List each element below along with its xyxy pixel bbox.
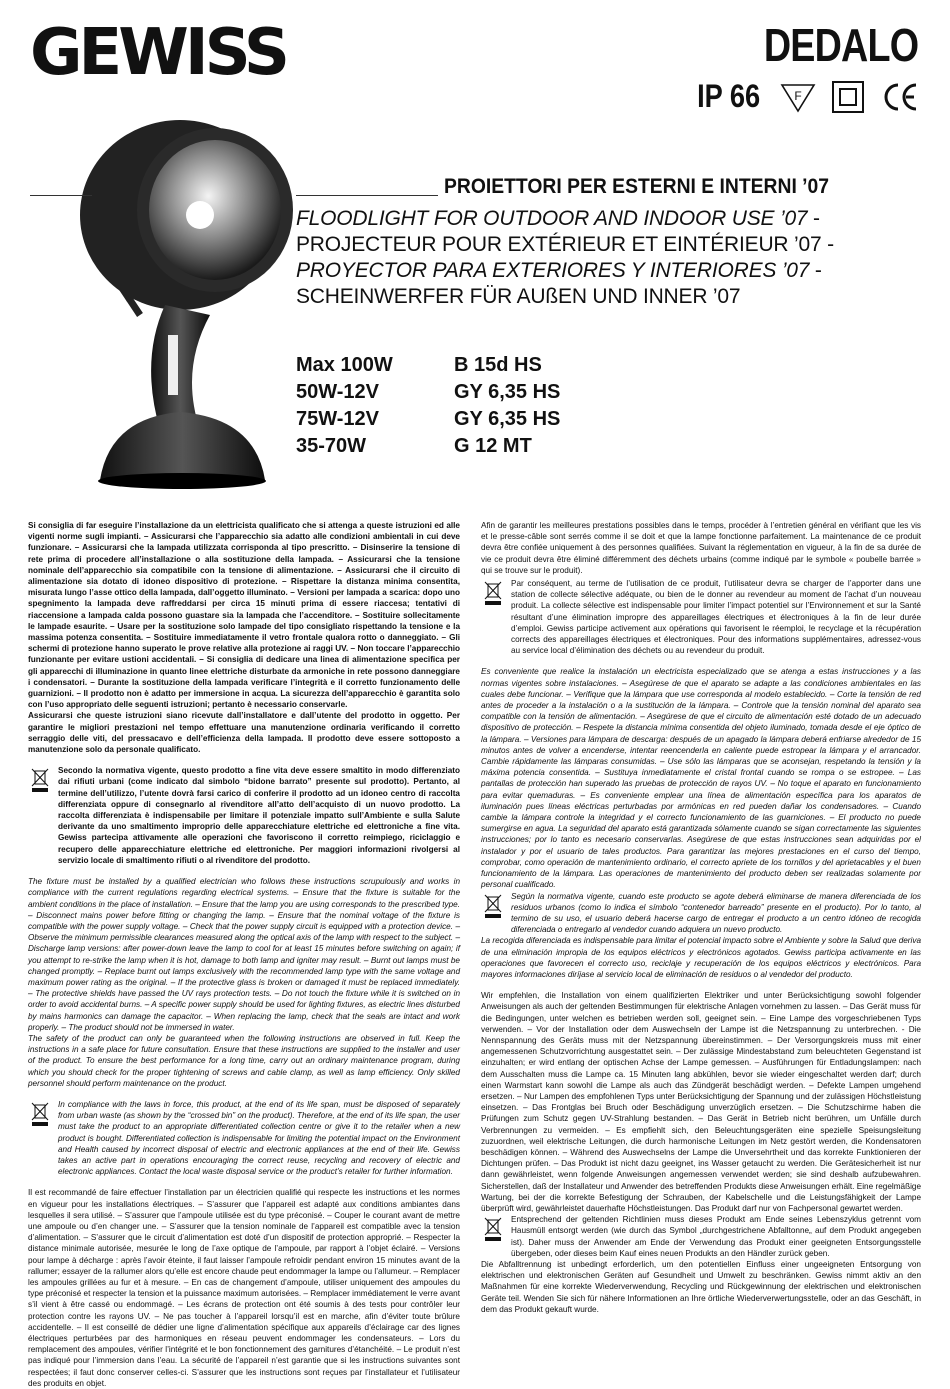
subtitle-en: FLOODLIGHT FOR OUTDOOR AND INDOOR USE ’07: [296, 207, 808, 230]
divider-line: [296, 195, 438, 196]
weee-notice-es: Según la normativa vigente, cuando este producto se agote deberá eliminarse de manera diferenciada de los residuos urbanos (como lo indica el símbolo “contenedor barreado” presente en el producto). Por lo tanto, al termino de su uso, el usuario deberá hacerse cargo de entregar el producto a un centro idóneo de recogida diferenciada o entregarlo al vendedor cuando adquiera un nuevo producto.: [481, 891, 921, 936]
instructions-left-column: [28, 520, 460, 1388]
f-triangle-icon: [780, 79, 816, 115]
lamp-spec-table: [296, 352, 560, 460]
instructions-en-maintenance: The safety of the product can only be guaranteed when the following instructions are observed in full. Keep the instructions in a safe place for future consultation. Ensure that these instructions are supplied to the installer and user of the product. To ensure the best performance for a long time, carry out an ordinary maintenance program, during which you should check for the proper tightening of screws and cable clamp, as well as lamp efficiency. Only skilled personnel should perform maintenance on the product.: [28, 1033, 460, 1088]
instructions-it: Si consiglia di far eseguire l’installazione da un elettricista qualificato che si attenga a queste istruzioni ed alle vigenti norme sugli impianti. – Assicurarsi che l’apparecchio sia adatto alle condizioni ambientali in cui deve funzionare. – Assicurarsi che la lampada utilizzata corrisponda al tipo prescritto. – Disinserire la tensione di rete prima di procedere all’installazione o alla sostituzione della lampada. – Assicurarsi che la tensione nominale dell’apparecchio sia compatibile con la tensione di alimentazione. – Assicurarsi che il circuito di alimentazione sia dotato di idoneo dispositivo di protezione. – Rispettare la distanza minima consentita, misurata lungo l’asse ottico della lampada, dall’oggetto illuminato. – Versioni per lampada a scarica: dopo uno spegnimento la lampada deve raffreddarsi per circa 15 minuti prima di essere riaccesa; tentativi di riaccensione a lampada calda possono guastare sia la lampada che l’accenditore. – Sostituire sollecitamente le lampade esaurite. – Usare per la sostituzione solo lampade del tipo consigliato rispettando la tensione e la massima potenza consentita. – Sostituire immediatamente il vetro frontale qualora rotto o danneggiato. – Gli schermi di protezione hanno superato le prove relative alla protezione ai raggi UV. – Non toccare l’apparecchio funzionante per evitare ustioni accidentali. – Si consiglia di dedicare una linea di alimentazione specifica per gli apparecchi di illuminazione in quanto linee elettriche disturbate da armoniche in rete possono danneggiare i condensatori. – Durante la sostituzione della lampada verificare l’integrità e il corretto funzionamento delle guarnizioni. – Il prodotto non è adatto per immersione in acqua. La sicurezza dell’apparecchio è garantita solo con l’uso appropriato delle seguenti istruzioni; pertanto è necessario conservarle.: [28, 521, 460, 710]
svg-text:F: F: [794, 88, 802, 103]
certification-row: [686, 78, 920, 115]
ip-rating: IP 66: [696, 78, 760, 114]
multilingual-subtitle: FLOODLIGHT FOR OUTDOOR AND INDOOR USE ’07 - PROJECTEUR POUR EXTÉRIEUR ET EINTÉRIEUR ’07 - PROYECTOR PARA EXTERIORES Y INTERIORES ’07 - SCHEINWERFER FÜR AUßEN UND INNER ’07: [296, 207, 834, 308]
instructions-fr: Il est recommandé de faire effectuer l’installation par un électricien qualifié qui respecte les instructions et les normes en vigueur pour les installations électriques. – S’assurer que l’appareil est adapté aux conditions ambiantes dans lesquelles il sera utilisé. – S’assurer que l’ampoule utilisée est du type préconisé. – Couper le courant avant de mettre une ampoule ou d’en changer une. – S’assurer que la tension nominale de l’appareil est compatible avec la tension d’alimentation. – S’assurer que le circuit d’alimentation est doté d’un dispositif de protection approprié. – Respecter la distance minimale autorisée, mesurée le long de l’axe optique de l’ampoule, par rapport à l’objet éclairé. – Versions pour lampe à décharge : après l’avoir éteinte, il faut laisser l’ampoule refroidir pendant environ 15 minutes avant de la rallumer; essayer de la rallumer alors qu’elle est encore chaude peut endommager la lampe ou l’allumeur. – Remplacer les ampoules grillées au fur et à mesure. – En cas de changement d’ampoule, utiliser uniquement des ampoules du type préconisé et respecter la tension et la puissance maximum autorisées. – Remplacer immédiatement le verre avant s’il vient à être cassé ou endommagé. – Les écrans de protection ont été soumis à des tests pour contrôler leur protection contre les rayons UV. – Ne pas toucher à l’appareil lorsqu’il est en marche, afin d’éviter toute brûlure accidentelle. – Il est conseillé de dédier une ligne d’alimentation spécifique aux appareils d’éclairage car des lignes électriques perturbées par des harmoniques en réseau peuvent endommager les condensateurs. – Lors du remplacement des ampoules, vérifier l’intégrité et le bon fonctionnement des garnitures d’étanchéité. – Le produit n’est pas indiqué pour l’immersion dans l’eau. La sécurité de l’appareil n’est garantie que si les instructions suivantes sont respectées; il faut donc conserver celles-ci. S’assurer que les instructions sont reçues par l’installateur et l’utilisateur des produits en objet.: [28, 1188, 460, 1388]
svg-text:GEWISS: GEWISS: [30, 16, 286, 90]
crossed-bin-icon: [30, 1101, 50, 1127]
spec-row: 35-70W G 12 MT: [296, 435, 532, 457]
weee-notice-de: Entsprechend der geltenden Richtlinien muss dieses Produkt am Ende seines Lebenszyklus getrennt vom Hausmüll entsorgt werden (wie durch das Symbol „durchgestrichene Abfalltonne„ auf dem Produkt angegeben ist). Daher muss der Anwender am Ende der Verwendung das Produkt einer geeigneten Entsorgungsstelle übergeben, oder dieses beim Kauf eines neuen Produkts an den Händler zurück geben.: [481, 1214, 921, 1259]
subtitle-fr: PROJECTEUR POUR EXTÉRIEUR ET EINTÉRIEUR ’07: [296, 233, 822, 256]
subtitle-de: SCHEINWERFER FÜR AUßEN UND INNER ’07: [296, 285, 741, 308]
spec-row: 50W-12V GY 6,35 HS: [296, 381, 561, 403]
divider-line: [30, 195, 92, 196]
subtitle-es: PROYECTOR PARA EXTERIORES Y INTERIORES ’07: [296, 259, 810, 282]
spec-row: Max 100W B 15d HS: [296, 354, 542, 376]
spec-row: 75W-12V GY 6,35 HS: [296, 408, 561, 430]
instructions-it-maintenance: Assicurarsi che queste istruzioni siano ricevute dall’installatore e dall’utente del prodotto in oggetto. Per garantire le migliori prestazioni nel tempo effettuare una manutenzione ordinaria verificando il corretto serraggio delle viti, del pressacavo e dell’efficienza della lampada. Il prodotto deve essere sottoposto a manutenzione solo da personale qualificato.: [28, 711, 460, 755]
instructions-fr-maintenance: Afin de garantir les meilleures prestations possibles dans le temps, procéder à l’entretien général en vérifiant que les vis et le presse-câble sont serrés comme il se doit et que la lampe fonctionne parfaitement. La maintenance de ce produit devra être confiée uniquement à des personnes qualifiées. Suivant la réglementation en vigueur, à la fin de sa durée de vie ce produit devra être éliminé différemment des déchets urbains (comme indiqué par le symbole « poubelle barrée » qui se trouve sur le produit).: [481, 521, 921, 575]
floodlight-product-image: [70, 100, 310, 510]
instructions-de: Wir empfehlen, die Installation von einem qualifizierten Elektriker und unter Berücksichtigung sowohl folgender Anweisungen als auch der geltenden Bestimmungen für elektrische Anlagen vornehmen zu lassen. – Das Gerät muss für die Bedingungen, unter welchen es betrieben werden soll, geeignet sein. – Eine Lampe des vorgeschriebenen Typs verwenden. – Vor der Installation oder dem Auswechseln der Lampe ist die Netzspannung zu unterbrechen. - Die Nennspannung des Geräts muss mit der Netzspannung übereinstimmen. – Der Versorgungskreis muss mit einer angemessenen Schutzvorrichtung ausgestattet sein. – Der zulässige Mindestabstand zum beleuchteten Gegenstand ist einzuhalten; er wird entlang der optischen Achse der Lampe gemessen. – Ausführungen für Entladungslampen: nach dem Ausschalten muss die Lampe ca. 15 Minuten lang abkühlen, bevor sie wieder eingeschaltet werden darf; durch einen Warmstart kann sowohl die Lampe als auch das Zündgerät beschädigt werden. – Defekte Lampen umgehend ersetzen. – Nur Lampen des empfohlenen Typs unter Berücksichtigung der Spannung und der zulässigen Höchstleistung einsetzen. – Das Frontglas bei Bruch oder Beschädigung unverzüglich ersetzen. – Die Schutzschirme haben die Prüfungen zum Schutz gegen UV-Strahlung bestanden. – Das Gerät in Betrieb nicht berühren, um Unfälle durch Verbrennungen zu vermeiden. – Es empfiehlt sich, den Beleuchtungsgeräten eine spezielle Speisungsleitung zuzuordnen, weil elektrische Leitungen, die durch harmonische Leitungen im Netz gestört werden, die Kondensatoren beschädigen können. – Während des Auswechselns der Lampe die Unversehrtheit und das korrekte Funktionieren der Dichtungen prüfen. – Das Produkt ist nicht dazu geeignet, ins Wasser getaucht zu werden. Die Gerätesicherheit ist nur dann gewährleistet, wenn folgende Anweisungen angemessen verwendet werden; sie sind deshalb aufzubewahren. Sicherstellen, daß der Installateur und Anwender des betreffenden Produkts diese Anweisungen erhält. Eine regelmäßige Wartung, bei der die korrekte Befestigung der Schrauben, der Kabelschelle und die Leistungsfähigkeit der Lampe überprüft wird, gewährleistet dauerhafte Höchstleistungen. Das Produkt darf nur von Fachpersonal gewartet werden.: [481, 991, 921, 1213]
instructions-right-column: [481, 520, 921, 1350]
weee-notice-it: Secondo la normativa vigente, questo prodotto a fine vita deve essere smaltito in modo differenziato dai rifiuti urbani (come indicato dal simbolo “bidone barrato” presente sul prodotto). Pertanto, al termine dell’utilizzo, l’utente dovrà farsi carico di conferire il prodotto ad un idoneo centro di raccolta differenziata oppure di consegnarlo al rivenditore all’atto dell’acquisto di un nuovo prodotto. La raccolta differenziata è indispensabile per limitare il potenziale impatto sull’Ambiente e sulla Salute derivante da uno smaltimento improprio delle apparecchiature elettriche ed elettroniche a fine vita. Gewiss partecipa attivamente alle operazioni che favoriscono il corretto reimpiego, riciclaggio e recupero delle apparecchiature elettriche ed elettroniche. Per maggiori informazioni rivolgersi al servizio locale di smaltimento rifiuti o al rivenditore del prodotto.: [28, 765, 460, 866]
instructions-es-recycling: La recogida diferenciada es indispensable para limitar el potencial impacto sobre el Ambiente y sobre la Salud que deriva de una eliminación impropia de los equipos eléctricos y electrónicos agotados. Gewiss participa activamente en las operaciones que favorecen el correcto uso, reciclaje y recuperación de los equipos eléctricos y electrónicos. Para mayores informaciones diríjase al servicio local de eliminación de residuos o al vendedor del producto.: [481, 936, 921, 979]
ce-mark-icon: [880, 79, 920, 115]
instructions-de-recycling: Die Abfalltrennung ist unbedingt erforderlich, um den potentiellen Einfluss einer ungeeigneten Entsorgung von elektrischen und elektronischen Geräten auf Gesundheit und Umwelt zu beschränken. Gewiss nimmt aktiv an den Maßnahmen für eine korrekte Wiederverwendung, Recycling und Rückgewinnung der elektrischen und elektronischen Geräte teil. Wenden Sie sich für nähere Informationen an Ihre örtliche Wiederverwertungsstelle, oder an das Geschäft, in dem das Produkt gekauft wurde.: [481, 1260, 921, 1314]
instructions-es: Es conveniente que realice la instalación un electricista especializado que se atenga a estas instrucciones y a las normas vigentes sobre instalaciones. – Asegúrese de que el aparato se adapte a las condiciones ambientales en las cuales debe funcionar. – Verifique que la lámpara que use corresponda al modelo establecido. – Corte la tensión de red antes de proceder a la instalación o a la sustitución de la lámpara. – Controle que la tensión nominal del aparato sea compatible con la tensión de alimentación. – Asegúrese de que el circuito de alimentación esté dotado de un adecuado dispositivo de protección. – Respete la distancia mínima consentida del objeto iluminado, tomada desde el eje óptico de la lámpara. – Versiones para lámpara de descarga: después de un apagado la lámpara deberá enfriarse alrededor de 15 minutos antes de volver a encenderse, intentar reencenderla en caliente puede estropear la lámpara y el arrancador. Cambie rápidamente las lámparas consumidas. – Use sólo las lámparas que se aconsejan, respetando la tensión y la máxima potencia consentida. – Sustituya inmediatamente el cristal frontal cuando se rompa o se estropee. – Las pantallas de protección han superado las pruebas de protección de rayos UV. – No toque el aparato en funcionamiento para evitar quemaduras. – Es conveniente emplear una línea de alimentación específica para los aparatos de iluminación pues líneas eléctricas perturbadas por armónicas en red pueden dañar los condensadores. – Cuando cambie la lámpara controle la integridad y el correcto funcionamiento de las guarniciones. – El producto no puede sumergirse en agua. La seguridad del aparato está garantizada sólamente cuando se sigan correctamente las siguientes instrucciones; por lo tanto es necesario conservarlas. Asegúrese de que estas instrucciones sean adquiridas por el instalador y por el usuario de tales productos. Para garantizar las mejores prestaciones en el curso del tiempo, comprobar, como operación de mantenimiento ordinario, el correcto apriete de los tornillos y del aprietacables y el buen funcionamiento de la lámpara. Las operaciones de mantenimiento del producto deben ser realizadas solamente por personal cualificado.: [481, 667, 921, 890]
weee-notice-en: In compliance with the laws in force, this product, at the end of its life span, must be disposed of separately from urban waste (as shown by the “crossed bin” on the product). Therefore, at the end of its life span, the user must take the product to an appropriate differentiated collection centre or give it to the retailer when a new product is bought. Differentiated collection is indispensable for limiting the potential impact on the Environment and Health caused by incorrect disposal of electric and electronic appliances at the end of their life. Gewiss takes an active part in operations encouraging the correct reuse, recycling and recovery of electric and electronic appliances. Contact the local waste disposal service or the product’s retailer for further information.: [28, 1099, 460, 1177]
weee-notice-fr: Par conséquent, au terme de l’utilisation de ce produit, l’utilisateur devra se charger de l’apporter dans une station de collecte sélective adéquate, ou bien de le donner au revendeur au moment de l’achat d’un nouveau produit. La collecte sélective est indispensable pour limiter l’impact potentiel sur l’Environnement et sur la Santé résultant d’une élimination impropre des appareillages électriques et électroniques à la fin de leur durée d’emploi. Gewiss participe activement aux opérations qui favorisent le réemploi, le recyclage et la récupération corrects des appareillages électriques et électroniques. Pour des informations supplémentaires, adressez-vous au service local d’élimination des déchets ou au revendeur du produit.: [481, 578, 921, 656]
double-insulation-icon: [830, 79, 866, 115]
model-title: DEDALO: [763, 19, 918, 71]
crossed-bin-icon: [483, 1216, 503, 1242]
gewiss-logo: [28, 16, 288, 90]
instructions-en: The fixture must be installed by a qualified electrician who follows these instructions scrupulously and works in compliance with the current regulations regarding electrical systems. – Ensure that the fixture is suitable for the ambient conditions in the place of installation. – Ensure that the lamp you are using corresponds to the prescribed type. – Disconnect mains power before fitting or changing the lamp. – Ensure that the nominal voltage of the fixture is compatible with the power supply voltage. – Check that the power supply circuit is equipped with a protection device. – Observe the minimum permissible clearances measured along the optical axis of the lamp with respect to the subject. – Discharge lamp versions: after power-down leave the lamp to cool for at least 15 minutes before switching on again; if you attempt to re-strike the lamp when it is hot, damage to both lamp and igniter may result. – Burnt out lamps must be changed promptly. – Replace burnt out lamps exclusively with the recommended lamp type with the same voltage and maximum power rating as the original. – If the protective glass is broken or damaged it must be replaced immediately. – The protective shields have passed the UV rays protection tests. – Do not touch the fixture while it is switched on in order to avoid accidental burns. – A specific power supply should be used for lighting fixtures, as electric lines disturbed by mains harmonics can damage the capacitor. – When replacing the lamp, check that the seals are intact and work properly. – The product should not be immersed in water.: [28, 877, 460, 1032]
crossed-bin-icon: [483, 580, 503, 606]
crossed-bin-icon: [30, 767, 50, 793]
page-title: PROIETTORI PER ESTERNI E INTERNI ’07: [444, 175, 830, 198]
crossed-bin-icon: [483, 893, 503, 919]
